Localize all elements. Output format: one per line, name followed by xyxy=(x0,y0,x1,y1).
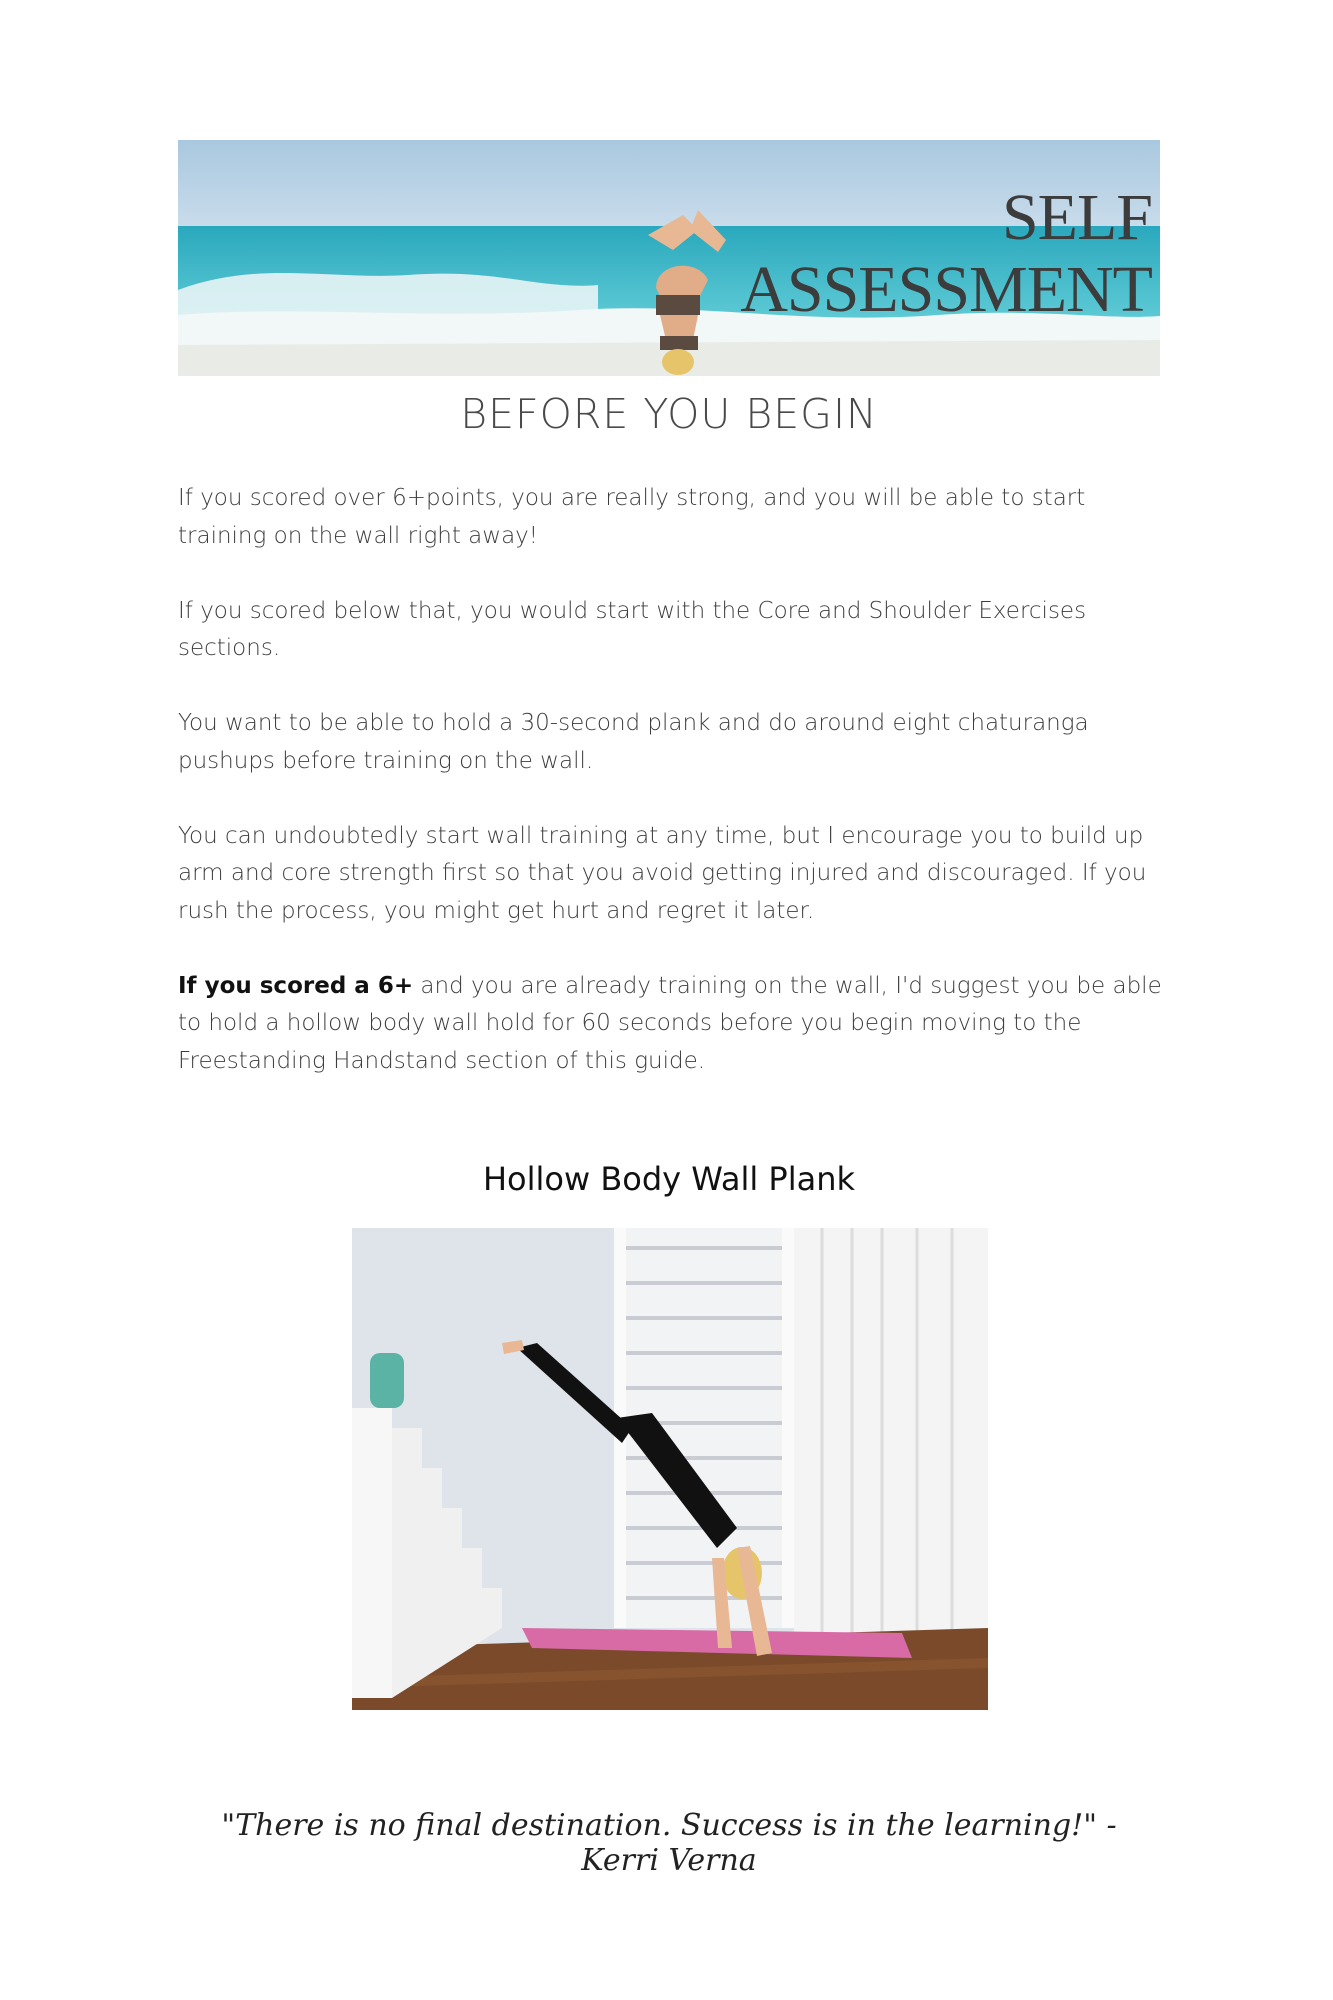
banner-title xyxy=(740,182,1152,326)
photo-caption: Hollow Body Wall Plank xyxy=(482,1160,856,1198)
banner-title-line1: SELF xyxy=(1001,181,1152,254)
plank-photo-image xyxy=(352,1228,988,1710)
section-subtitle: BEFORE YOU BEGIN xyxy=(460,390,878,438)
paragraph-5-bold: If you scored a 6+ xyxy=(178,972,414,999)
header-banner xyxy=(178,140,1160,376)
banner-title-line2: ASSESSMENT xyxy=(740,253,1152,326)
paragraph-5 xyxy=(178,968,1163,1081)
body-text xyxy=(178,480,1163,1118)
paragraph-2: If you scored below that, you would start with the Core and Shoulder Exercises sections. xyxy=(178,597,1087,661)
inspirational-quote: "There is no final destination. Success is in the learning!" - Kerri Verna xyxy=(221,1808,1117,1878)
paragraph-4: You can undoubtedly start wall training at any time, but I encourage you to build up arm and core strength first so that you avoid getting injured and discouraged. If you rush the process, you might get hurt and regret it later. xyxy=(178,822,1147,924)
hollow-body-plank-photo xyxy=(352,1228,988,1710)
paragraph-3: You want to be able to hold a 30-second plank and do around eight chaturanga pushups before training on the wall. xyxy=(178,710,1089,774)
paragraph-5-rest: and you are already training on the wall, I'd suggest you be able to hold a hollow body wall hold for 60 seconds before you begin moving to the Freestanding Handstand section of this guide. xyxy=(178,972,1162,1074)
paragraph-1: If you scored over 6+points, you are really strong, and you will be able to start training on the wall right away! xyxy=(178,485,1086,549)
